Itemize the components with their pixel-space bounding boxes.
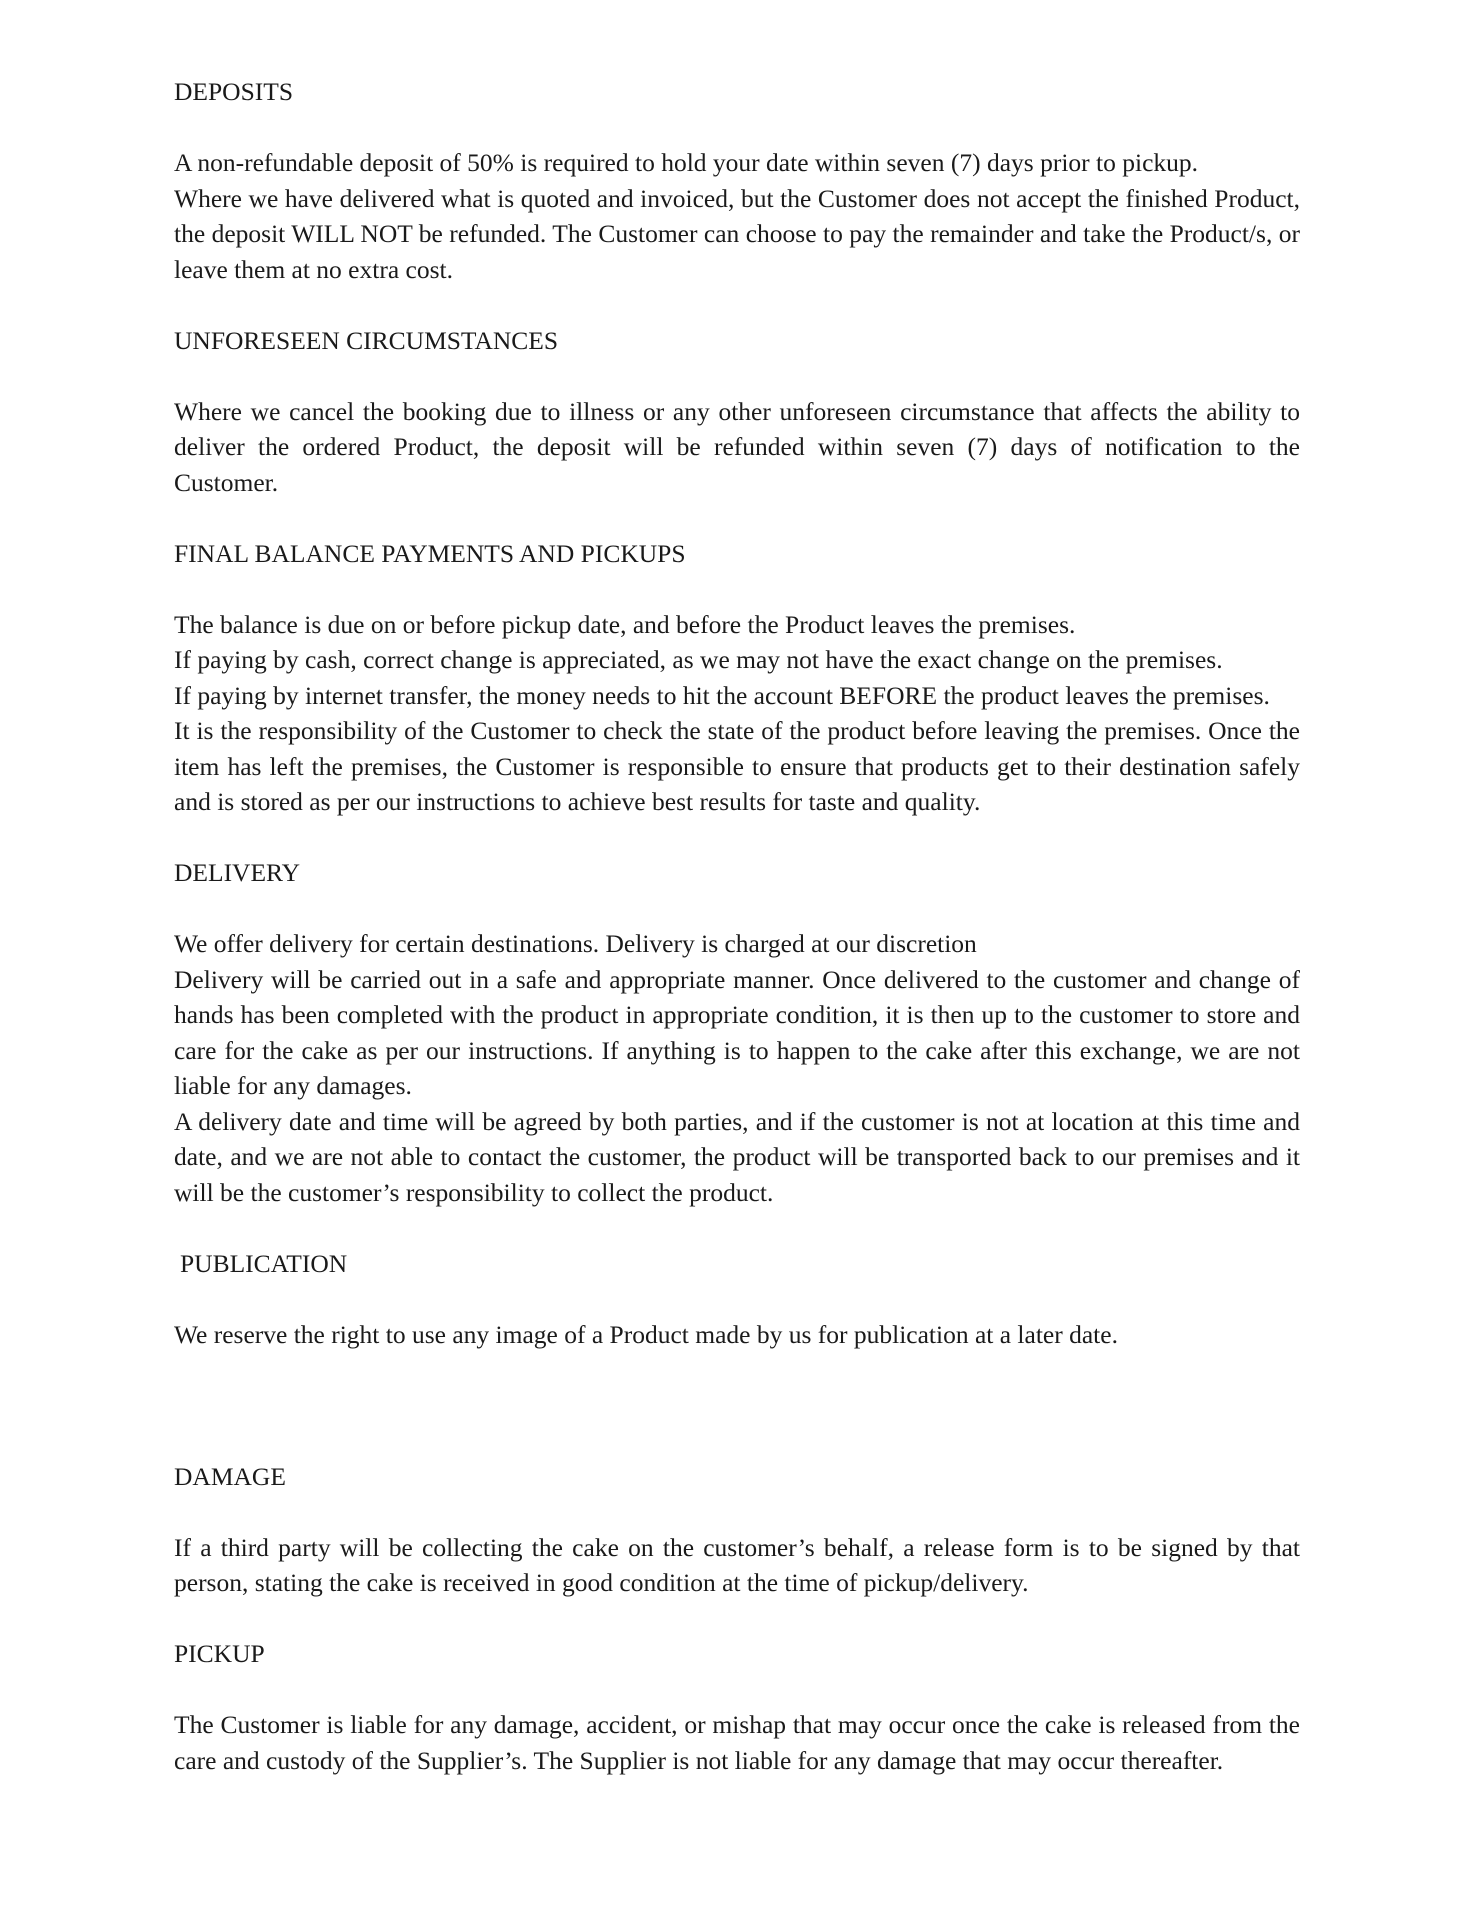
section-deposits: [174, 74, 1300, 287]
paragraph: It is the responsibility of the Customer to check the state of the product before leaving the premises. Once the item has left the premises, the Customer is responsible to ensure that products get to their destination safely and is stored as per our instructions to achieve best results for taste and quality.: [174, 716, 1300, 816]
section-unforeseen-circumstances: [174, 323, 1300, 501]
document-page: [174, 74, 1300, 1814]
paragraph: If paying by internet transfer, the money needs to hit the account BEFORE the product leaves the premises.: [174, 680, 1270, 710]
paragraph: Where we cancel the booking due to illness or any other unforeseen circumstance that affects the ability to deliver the ordered Product, the deposit will be refunded within seven (7) days of notification to the Customer.: [174, 396, 1300, 497]
section-heading: PUBLICATION: [180, 1248, 348, 1278]
paragraph: We offer delivery for certain destinations. Delivery is charged at our discretion: [174, 929, 977, 958]
paragraph: We reserve the right to use any image of a Product made by us for publication at a later date.: [174, 1319, 1118, 1349]
paragraph: Where we have delivered what is quoted and invoiced, but the Customer does not accept the finished Product, the deposit WILL NOT be refunded. The Customer can choose to pay the remainder and take the Product/s, or leave them at no extra cost.: [174, 183, 1300, 284]
paragraph: Delivery will be carried out in a safe and appropriate manner. Once delivered to the customer and change of hands has been completed with the product in appropriate condition, it is then up to the customer to store and care for the cake as per our instructions. If anything is to happen to the cake after this exchange, we are not liable for any damages.: [174, 964, 1300, 1100]
paragraph: A non-refundable deposit of 50% is required to hold your date within seven (7) days prior to pickup.: [174, 148, 1199, 177]
section-publication: [174, 1246, 1300, 1353]
section-final-balance-payments: [174, 536, 1300, 820]
section-heading: DAMAGE: [174, 1461, 286, 1491]
paragraph: The Customer is liable for any damage, accident, or mishap that may occur once the cake is released from the care and custody of the Supplier’s. The Supplier is not liable for any damage that may occur thereafter.: [174, 1710, 1300, 1775]
section-heading: FINAL BALANCE PAYMENTS AND PICKUPS: [174, 538, 686, 568]
section-heading: UNFORESEEN CIRCUMSTANCES: [174, 325, 559, 355]
section-heading: DELIVERY: [174, 858, 301, 887]
paragraph: If a third party will be collecting the cake on the customer’s behalf, a release form is to be signed by that person, stating the cake is received in good condition at the time of pickup/delivery.: [174, 1532, 1300, 1597]
section-delivery: [174, 855, 1300, 1210]
section-heading: PICKUP: [174, 1639, 265, 1668]
paragraph: A delivery date and time will be agreed by both parties, and if the customer is not at location at this time and date, and we are not able to contact the customer, the product will be transported back to our premises and it will be the customer’s responsibility to collect the product.: [174, 1106, 1300, 1207]
section-pickup: [174, 1636, 1300, 1778]
paragraph: The balance is due on or before pickup date, and before the Product leaves the premises.: [174, 609, 1076, 639]
section-heading: DEPOSITS: [174, 77, 294, 106]
paragraph: If paying by cash, correct change is appreciated, as we may not have the exact change on the premises.: [174, 645, 1223, 674]
section-damage: [174, 1459, 1300, 1601]
